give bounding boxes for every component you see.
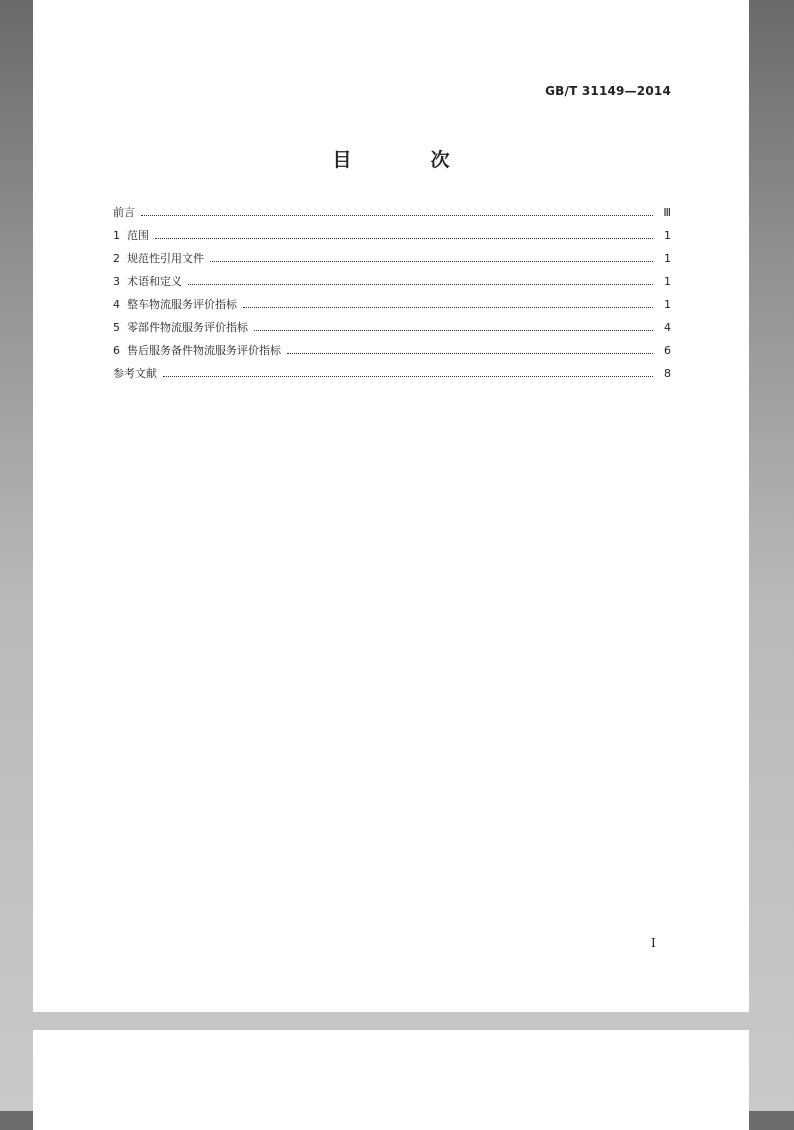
toc-entry-label: 前言	[113, 206, 135, 219]
toc-entry-normative-references[interactable]	[113, 250, 671, 273]
toc-entry-label: 参考文献	[113, 367, 157, 380]
table-of-contents	[113, 204, 671, 388]
toc-title: 目 次	[332, 149, 480, 171]
toc-entry-page: 1	[664, 252, 671, 265]
toc-entry-label: 整车物流服务评价指标	[127, 298, 237, 311]
standard-code: GB/T 31149—2014	[545, 84, 671, 98]
document-page	[33, 0, 749, 1012]
toc-leader-dots	[287, 353, 653, 354]
toc-leader-dots	[141, 215, 653, 216]
toc-entry-page: 1	[664, 298, 671, 311]
toc-entry-number: 2	[113, 252, 120, 265]
toc-leader-dots	[155, 238, 653, 239]
toc-entry-page: 1	[664, 229, 671, 242]
toc-leader-dots	[163, 376, 653, 377]
toc-leader-dots	[210, 261, 653, 262]
toc-entry-scope[interactable]	[113, 227, 671, 250]
toc-entry-terms-definitions[interactable]	[113, 273, 671, 296]
toc-entry-page: Ⅲ	[663, 206, 671, 219]
toc-entry-label: 零部件物流服务评价指标	[127, 321, 248, 334]
toc-entry-label: 规范性引用文件	[127, 252, 204, 265]
toc-entry-parts-logistics[interactable]	[113, 319, 671, 342]
toc-entry-bibliography[interactable]	[113, 365, 671, 388]
next-page-preview	[33, 1030, 749, 1130]
toc-entry-page: 1	[664, 275, 671, 288]
toc-leader-dots	[188, 284, 653, 285]
toc-entry-page: 8	[664, 367, 671, 380]
toc-entry-number: 6	[113, 344, 120, 357]
toc-entry-page: 4	[664, 321, 671, 334]
toc-entry-number: 3	[113, 275, 120, 288]
toc-entry-label: 售后服务备件物流服务评价指标	[127, 344, 281, 357]
toc-entry-vehicle-logistics[interactable]	[113, 296, 671, 319]
toc-entry-foreword[interactable]	[113, 204, 671, 227]
toc-entry-number: 1	[113, 229, 120, 242]
toc-entry-label: 术语和定义	[127, 275, 182, 288]
toc-entry-label: 范围	[127, 229, 149, 242]
page-folio: I	[651, 936, 656, 950]
toc-entry-number: 5	[113, 321, 120, 334]
toc-leader-dots	[254, 330, 653, 331]
toc-leader-dots	[243, 307, 653, 308]
toc-entry-page: 6	[664, 344, 671, 357]
toc-entry-number: 4	[113, 298, 120, 311]
toc-entry-aftersales-logistics[interactable]	[113, 342, 671, 365]
